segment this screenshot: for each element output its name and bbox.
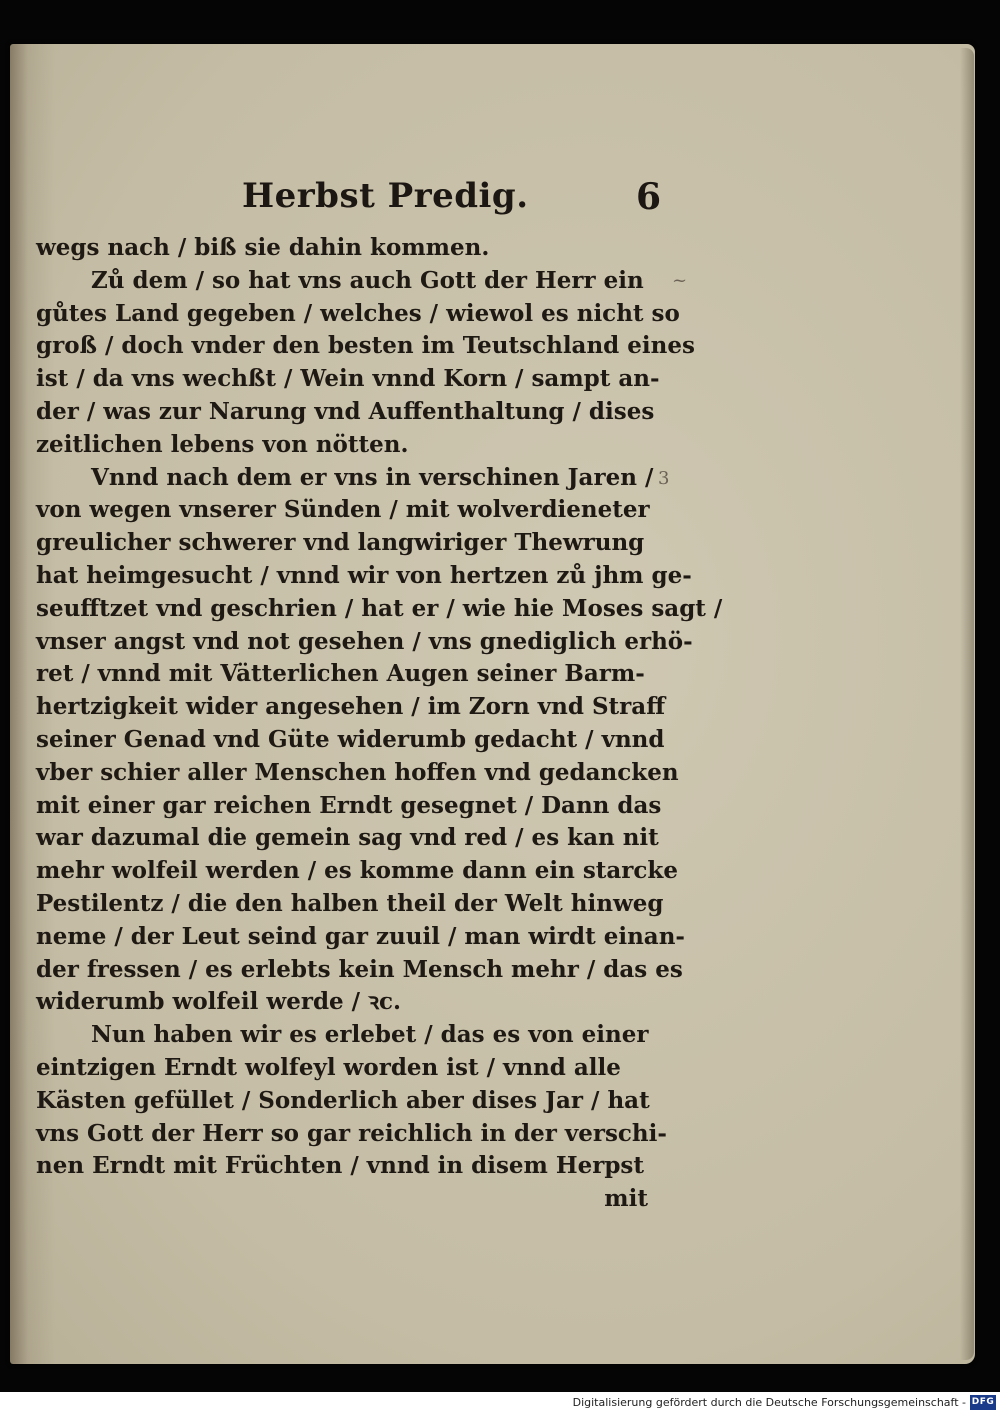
- running-head: Herbst Predig.: [242, 176, 529, 216]
- text-line: Nun haben wir es erlebet / das es von einer: [91, 1021, 649, 1049]
- text-line: groß / doch vnder den besten im Teutschland eines: [36, 332, 695, 360]
- text-line: seiner Genad vnd Güte widerumb gedacht / vnnd: [36, 725, 665, 753]
- margin-mark: ~: [672, 270, 688, 291]
- body-text: [36, 232, 723, 1216]
- text-line: mit einer gar reichen Erndt gesegnet / Dann das: [36, 791, 662, 819]
- text-line: ret / vnnd mit Vätterlichen Augen seiner Barm-: [36, 660, 645, 688]
- text-line: Kästen gefüllet / Sonderlich aber dises Jar / hat: [36, 1086, 650, 1114]
- text-line: vber schier aller Menschen hoffen vnd gedancken: [36, 758, 679, 786]
- text-line: Pestilentz / die den halben theil der Welt hinweg: [36, 889, 664, 917]
- text-line: seufftzet vnd geschrien / hat er / wie hie Moses sagt /: [36, 594, 723, 622]
- text-line: neme / der Leut seind gar zuuil / man wirdt einan-: [36, 922, 685, 950]
- dfg-logo-icon: DFG: [970, 1395, 996, 1410]
- text-line: von wegen vnserer Sünden / mit wolverdieneter: [36, 496, 650, 524]
- text-line: war dazumal die gemein sag vnd red / es kan nit: [36, 824, 659, 852]
- page-number: 6: [636, 176, 662, 218]
- text-line: hat heimgesucht / vnnd wir von hertzen zů jhm ge-: [36, 561, 692, 589]
- text-line: zeitlichen lebens von nötten.: [36, 430, 409, 458]
- text-line: nen Erndt mit Früchten / vnnd in disem Herpst: [36, 1152, 645, 1180]
- funding-notice: Digitalisierung gefördert durch die Deutsche Forschungsgemeinschaft -: [572, 1396, 966, 1409]
- text-line: greulicher schwerer vnd langwiriger Thewrung: [36, 529, 645, 557]
- text-line: eintzigen Erndt wolfeyl worden ist / vnnd alle: [36, 1053, 621, 1081]
- text-line: mehr wolfeil werden / es komme dann ein starcke: [36, 857, 678, 885]
- text-line: der / was zur Narung vnd Auffenthaltung / dises: [36, 397, 655, 425]
- text-line: wegs nach / biß sie dahin kommen.: [36, 234, 490, 261]
- text-line: ist / da vns wechßt / Wein vnnd Korn / sampt an-: [36, 365, 660, 393]
- text-line: Vnnd nach dem er vns in verschinen Jaren /: [91, 463, 654, 491]
- text-line: vns Gott der Herr so gar reichlich in der verschi-: [36, 1119, 667, 1147]
- text-line: gůtes Land gegeben / welches / wiewol es nicht so: [36, 299, 680, 327]
- text-line: vnser angst vnd not gesehen / vns gnediglich erhö-: [36, 627, 693, 655]
- text-line: der fressen / es erlebts kein Mensch mehr / das es: [36, 955, 683, 983]
- text-line: widerumb wolfeil werde / ꝛc.: [36, 988, 401, 1016]
- page-header: [10, 172, 975, 222]
- text-line: hertzigkeit wider angesehen / im Zorn vnd Straff: [36, 693, 666, 721]
- text-line: Zů dem / so hat vns auch Gott der Herr ein: [91, 266, 644, 294]
- page-edge-shadow: [960, 48, 974, 1360]
- footer-bar: [0, 1392, 1000, 1415]
- catchword: mit: [604, 1185, 648, 1213]
- margin-mark: 3: [658, 468, 670, 489]
- book-page: [10, 44, 975, 1364]
